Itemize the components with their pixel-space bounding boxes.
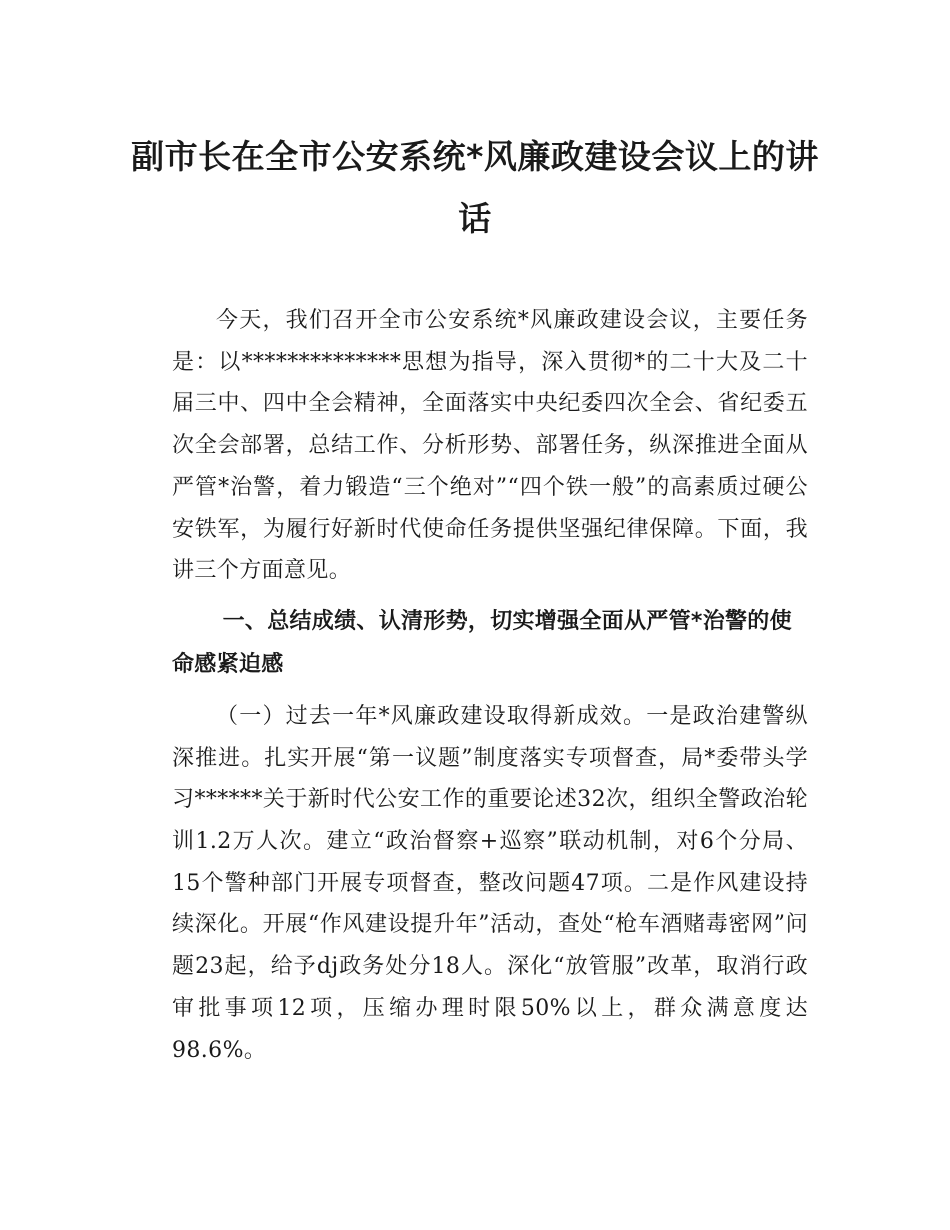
document-title: 副市长在全市公安系统*风廉政建设会议上的讲话 [131, 137, 819, 239]
section-heading: 一、总结成绩、认清形势，切实增强全面从严管*治警的使命感紧迫感 [172, 608, 792, 677]
document-body [172, 300, 808, 1071]
opening-paragraph: 今天，我们召开全市公安系统*风廉政建设会议，主要任务是：以**************思想为指导，深入贯彻*的二十大及二十届三中、四中全会精神，全面落实中央纪委四次全会、省纪委五次全会部署，总结工作、分析形势、部署任务，纵深推进全面从严管*治警，着力锻造“三个绝对”“四个铁一般”的高素质过硬公安铁军，为履行好新时代使命任务提供坚强纪律保障。下面，我讲三个方面意见。 [172, 308, 808, 584]
achievements-paragraph: （一）过去一年*风廉政建设取得新成效。一是政治建警纵深推进。扎实开展“第一议题”制度落实专项督查，局*委带头学习******关于新时代公安工作的重要论述32次，组织全警政治轮训1.2万人次。建立“政治督察+巡察”联动机制，对6个分局、15个警种部门开展专项督查，整改问题47项。二是作风建设持续深化。开展“作风建设提升年”活动，查处“枪车酒赌毒密网”问题23起，给予dj政务处分18人。深化“放管服”改革，取消行政审批事项12项，压缩办理时限50%以上，群众满意度达98.6%。 [172, 703, 808, 1063]
